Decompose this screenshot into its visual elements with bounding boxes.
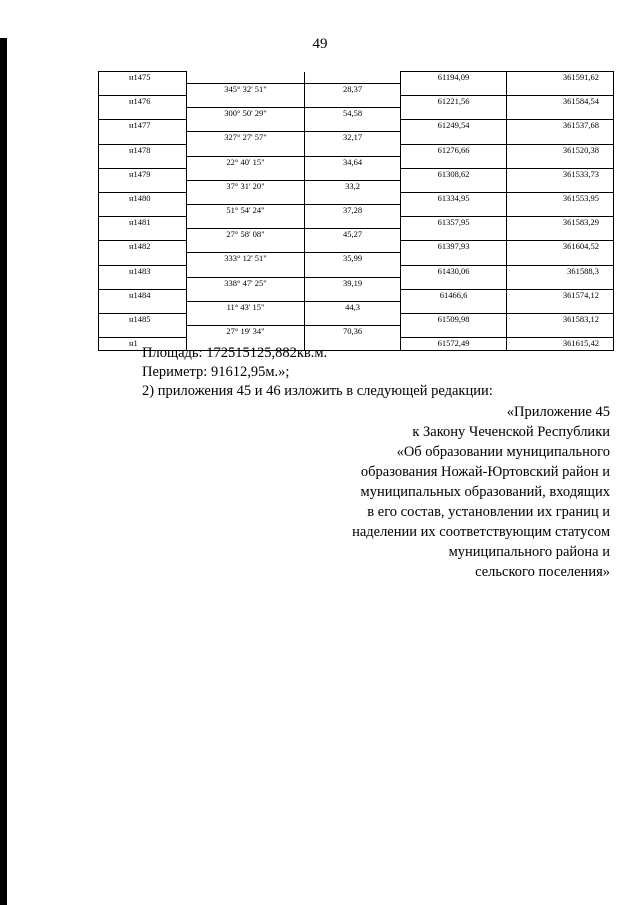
direction-angle-cell: 300° 50' 29" [187, 108, 305, 120]
empty-cell [305, 96, 401, 108]
empty-cell [507, 108, 614, 120]
y-coordinate-cell: 361574,12 [507, 289, 614, 301]
appendix-line: сельского поселения» [475, 564, 610, 580]
segment-length-cell: 70,36 [305, 325, 401, 337]
point-id-cell: н1484 [99, 289, 187, 301]
table-row-point [99, 313, 614, 325]
x-coordinate-cell: 61276,66 [401, 144, 507, 156]
table-row-segment [99, 325, 614, 337]
coordinates-table [98, 71, 614, 351]
empty-cell [401, 301, 507, 313]
empty-cell [507, 205, 614, 217]
empty-cell [305, 192, 401, 204]
x-coordinate-cell: 61334,95 [401, 192, 507, 204]
table-row-segment [99, 108, 614, 120]
x-coordinate-cell: 61221,56 [401, 96, 507, 108]
x-coordinate-cell: 61194,09 [401, 72, 507, 84]
y-coordinate-cell: 361584,54 [507, 96, 614, 108]
direction-angle-cell: 11° 43' 15" [187, 301, 305, 313]
table-row-point [99, 265, 614, 277]
point-id-cell: н1480 [99, 192, 187, 204]
empty-cell [401, 277, 507, 289]
point-id-cell: н1481 [99, 217, 187, 229]
empty-cell [401, 132, 507, 144]
table-row-segment [99, 205, 614, 217]
empty-cell [401, 325, 507, 337]
appendix-line: наделении их соответствующим статусом [352, 524, 610, 540]
empty-cell [401, 253, 507, 265]
appendix-line: образования Ножай-Юртовский район и [360, 464, 610, 480]
x-coordinate-cell: 61509,98 [401, 313, 507, 325]
y-coordinate-cell: 361537,68 [507, 120, 614, 132]
direction-angle-cell: 333° 12' 51" [187, 253, 305, 265]
empty-cell [305, 217, 401, 229]
y-coordinate-cell: 361615,42 [507, 338, 614, 351]
point-id-cell: н1479 [99, 168, 187, 180]
empty-cell [99, 180, 187, 192]
empty-cell [401, 84, 507, 96]
y-coordinate-cell: 361583,12 [507, 313, 614, 325]
empty-cell [99, 156, 187, 168]
table-row-point [99, 168, 614, 180]
direction-angle-cell: 345° 32' 51" [187, 84, 305, 96]
appendix-header [352, 402, 610, 582]
empty-cell [305, 289, 401, 301]
table-row-segment [99, 229, 614, 241]
segment-length-cell: 54,58 [305, 108, 401, 120]
table-row-segment [99, 84, 614, 96]
appendix-line: муниципального района и [448, 544, 610, 560]
empty-cell [99, 84, 187, 96]
empty-cell [187, 120, 305, 132]
table-row-point [99, 72, 614, 84]
table-row-point [99, 192, 614, 204]
empty-cell [305, 120, 401, 132]
y-coordinate-cell: 361591,62 [507, 72, 614, 84]
area-line: Площадь: 172515125,882кв.м. [142, 345, 328, 361]
table-row-point [99, 241, 614, 253]
table-row-segment [99, 301, 614, 313]
amendment-item-line: 2) приложения 45 и 46 изложить в следующей редакции: [142, 383, 493, 399]
x-coordinate-cell: 61308,62 [401, 168, 507, 180]
point-id-cell: н1478 [99, 144, 187, 156]
segment-length-cell: 32,17 [305, 132, 401, 144]
x-coordinate-cell: 61357,95 [401, 217, 507, 229]
empty-cell [401, 180, 507, 192]
direction-angle-cell: 27° 19' 34" [187, 325, 305, 337]
y-coordinate-cell: 361533,73 [507, 168, 614, 180]
table-row-segment [99, 132, 614, 144]
table-row-point [99, 120, 614, 132]
y-coordinate-cell: 361588,3 [507, 265, 614, 277]
empty-cell [99, 229, 187, 241]
segment-length-cell: 28,37 [305, 84, 401, 96]
empty-cell [507, 156, 614, 168]
empty-cell [187, 241, 305, 253]
table-row-point [99, 144, 614, 156]
table-row-point [99, 96, 614, 108]
appendix-line: «Приложение 45 [506, 404, 610, 420]
segment-length-cell: 44,3 [305, 301, 401, 313]
direction-angle-cell: 27° 58' 08" [187, 229, 305, 241]
x-coordinate-cell: 61430,06 [401, 265, 507, 277]
empty-cell [507, 277, 614, 289]
scan-binding-edge [0, 38, 7, 905]
table-row-segment [99, 253, 614, 265]
empty-cell [507, 84, 614, 96]
empty-cell [305, 313, 401, 325]
segment-length-cell: 33,2 [305, 180, 401, 192]
page-number: 49 [312, 36, 328, 52]
appendix-line: к Закону Чеченской Республики [412, 424, 610, 440]
x-coordinate-cell: 61466,6 [401, 289, 507, 301]
point-id-cell: н1475 [99, 72, 187, 84]
empty-cell [305, 241, 401, 253]
table-row-point [99, 217, 614, 229]
point-id-cell: н1 [99, 338, 187, 351]
segment-length-cell: 34,64 [305, 156, 401, 168]
direction-angle-cell: 338° 47' 25" [187, 277, 305, 289]
empty-cell [507, 253, 614, 265]
empty-cell [99, 205, 187, 217]
empty-cell [305, 72, 401, 84]
point-id-cell: н1477 [99, 120, 187, 132]
empty-cell [187, 265, 305, 277]
y-coordinate-cell: 361604,52 [507, 241, 614, 253]
appendix-line: муниципальных образований, входящих [360, 484, 610, 500]
empty-cell [187, 144, 305, 156]
empty-cell [187, 168, 305, 180]
empty-cell [507, 301, 614, 313]
segment-length-cell: 37,28 [305, 205, 401, 217]
y-coordinate-cell: 361583,29 [507, 217, 614, 229]
appendix-line: в его состав, установлении их границ и [367, 504, 610, 520]
empty-cell [187, 72, 305, 84]
empty-cell [401, 156, 507, 168]
segment-length-cell: 35,99 [305, 253, 401, 265]
empty-cell [507, 229, 614, 241]
empty-cell [99, 325, 187, 337]
table-row-point [99, 289, 614, 301]
point-id-cell: н1476 [99, 96, 187, 108]
empty-cell [99, 277, 187, 289]
empty-cell [507, 132, 614, 144]
empty-cell [187, 192, 305, 204]
empty-cell [305, 265, 401, 277]
perimeter-line: Периметр: 91612,95м.»; [142, 364, 290, 380]
x-coordinate-cell: 61397,93 [401, 241, 507, 253]
empty-cell [507, 325, 614, 337]
y-coordinate-cell: 361553,95 [507, 192, 614, 204]
empty-cell [187, 289, 305, 301]
direction-angle-cell: 22° 40' 15" [187, 156, 305, 168]
empty-cell [99, 132, 187, 144]
empty-cell [99, 301, 187, 313]
x-coordinate-cell: 61572,49 [401, 338, 507, 351]
direction-angle-cell: 51° 54' 24" [187, 205, 305, 217]
empty-cell [507, 180, 614, 192]
segment-length-cell: 45,27 [305, 229, 401, 241]
empty-cell [99, 253, 187, 265]
empty-cell [401, 108, 507, 120]
empty-cell [305, 168, 401, 180]
empty-cell [187, 217, 305, 229]
empty-cell [99, 108, 187, 120]
empty-cell [187, 313, 305, 325]
point-id-cell: н1482 [99, 241, 187, 253]
point-id-cell: н1483 [99, 265, 187, 277]
table-row-segment [99, 156, 614, 168]
x-coordinate-cell: 61249,54 [401, 120, 507, 132]
segment-length-cell: 39,19 [305, 277, 401, 289]
direction-angle-cell: 327° 27' 57" [187, 132, 305, 144]
table-row-segment [99, 180, 614, 192]
y-coordinate-cell: 361520,38 [507, 144, 614, 156]
empty-cell [187, 96, 305, 108]
empty-cell [305, 144, 401, 156]
empty-cell [401, 229, 507, 241]
direction-angle-cell: 37° 31' 20" [187, 180, 305, 192]
appendix-line: «Об образовании муниципального [396, 444, 610, 460]
empty-cell [401, 205, 507, 217]
table-row-segment [99, 277, 614, 289]
point-id-cell: н1485 [99, 313, 187, 325]
